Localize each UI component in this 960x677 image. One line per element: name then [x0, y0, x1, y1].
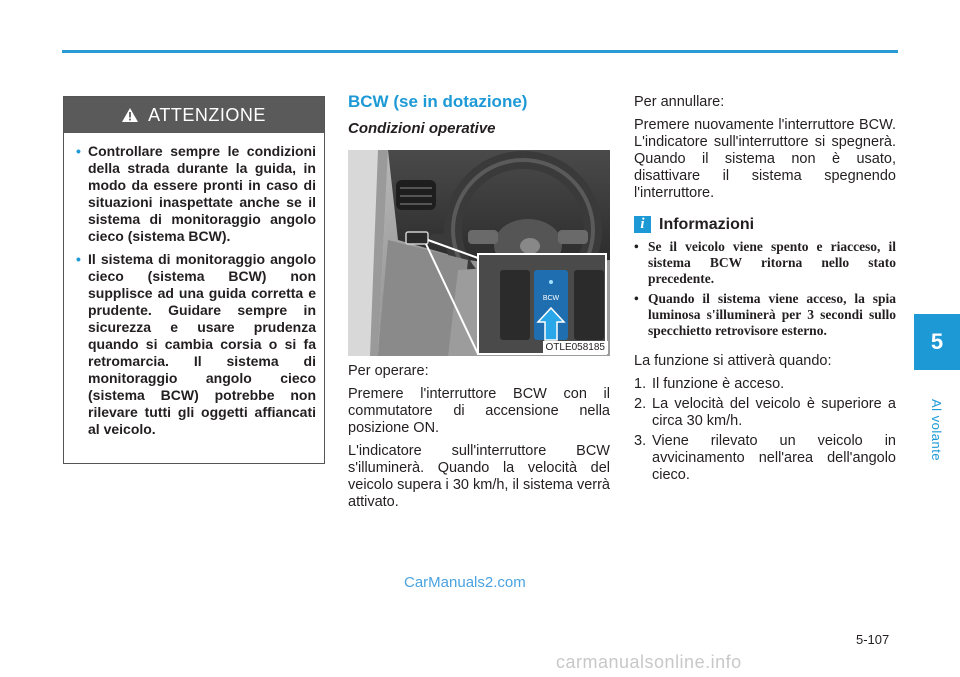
- chapter-label: Al volante: [929, 398, 944, 462]
- activation-steps: [634, 376, 896, 484]
- info-title: Informazioni: [659, 216, 755, 233]
- warning-item: • Il sistema di monitoraggio angolo cieco (sistema BCW) non supplisce ad una guida corretta e prudente. Guidare sempre in sicurezza e usare prudenza quando si cambia corsia o si fa retromarcia. Il sistema di monitoraggio angolo cieco (sistema BCW) potrebbe non rilevare tutti gli oggetti affiancati al veicolo.: [76, 251, 316, 437]
- info-list: [634, 239, 896, 339]
- info-item: • Se il veicolo viene spento e riacceso, il sistema BCW ritorna nello stato precedente.: [634, 239, 896, 286]
- activation-intro: La funzione si attiverà quando:: [634, 353, 832, 369]
- dashboard-illustration: [348, 150, 610, 356]
- top-rule: [62, 50, 898, 53]
- bullet-icon: •: [76, 143, 81, 159]
- operate-label: Per operare:: [348, 363, 429, 379]
- info-item: • Quando il sistema viene acceso, la spia luminosa s'illuminerà per 3 secondi sullo specchietto retrovisore esterno.: [634, 291, 896, 338]
- cancel-label: Per annullare:: [634, 94, 725, 110]
- dashboard-figure: [348, 150, 610, 356]
- bullet-icon: •: [634, 291, 639, 306]
- step-item: 2. La velocità del veicolo è superiore a circa 30 km/h.: [634, 396, 896, 429]
- warning-header: [64, 97, 324, 133]
- indicator-text: L'indicatore sull'interruttore BCW s'illuminerà. Quando la velocità del veicolo supera i 30 km/h, il sistema verrà attivato.: [348, 443, 610, 510]
- watermark-link[interactable]: CarManuals2.com: [404, 574, 526, 591]
- operate-text: Premere l'interruttore BCW con il commutatore di accensione nella posizione ON.: [348, 386, 610, 436]
- chapter-tab: [914, 314, 960, 370]
- step-item: 1. Il funzione è acceso.: [634, 376, 785, 392]
- watermark-footer: carmanualsonline.info: [556, 652, 742, 672]
- bullet-icon: •: [76, 251, 81, 267]
- section-title: BCW (se in dotazione): [348, 92, 528, 111]
- warning-box: [63, 96, 325, 464]
- cancel-text: Premere nuovamente l'interruttore BCW. L'indicatore sull'interruttore si spegnerà. Quando il sistema non è usato, disattivare il sistema spegnendo l'interruttore.: [634, 117, 896, 201]
- warning-item: • Controllare sempre le condizioni della strada durante la guida, in modo da essere pronti in caso di situazioni inaspettate anche se il sistema di monitoraggio angolo cieco (sistema BCW).: [76, 143, 316, 244]
- figure-caption: OTLE058185: [543, 341, 609, 354]
- section-subtitle: Condizioni operative: [348, 120, 496, 137]
- chapter-number: 5: [930, 329, 944, 354]
- bullet-icon: •: [634, 239, 639, 254]
- warning-list: [64, 133, 324, 438]
- info-header: [634, 216, 896, 233]
- right-column: [634, 94, 896, 487]
- warning-title: ATTENZIONE: [148, 104, 266, 125]
- info-icon: i: [634, 216, 651, 233]
- page-number: 5-107: [856, 632, 890, 647]
- warning-triangle-icon: [122, 108, 138, 122]
- svg-text:BCW: BCW: [542, 295, 560, 302]
- step-item: 3. Viene rilevato un veicolo in avvicinamento nell'area dell'angolo cieco.: [634, 433, 896, 483]
- operate-section: [348, 363, 610, 517]
